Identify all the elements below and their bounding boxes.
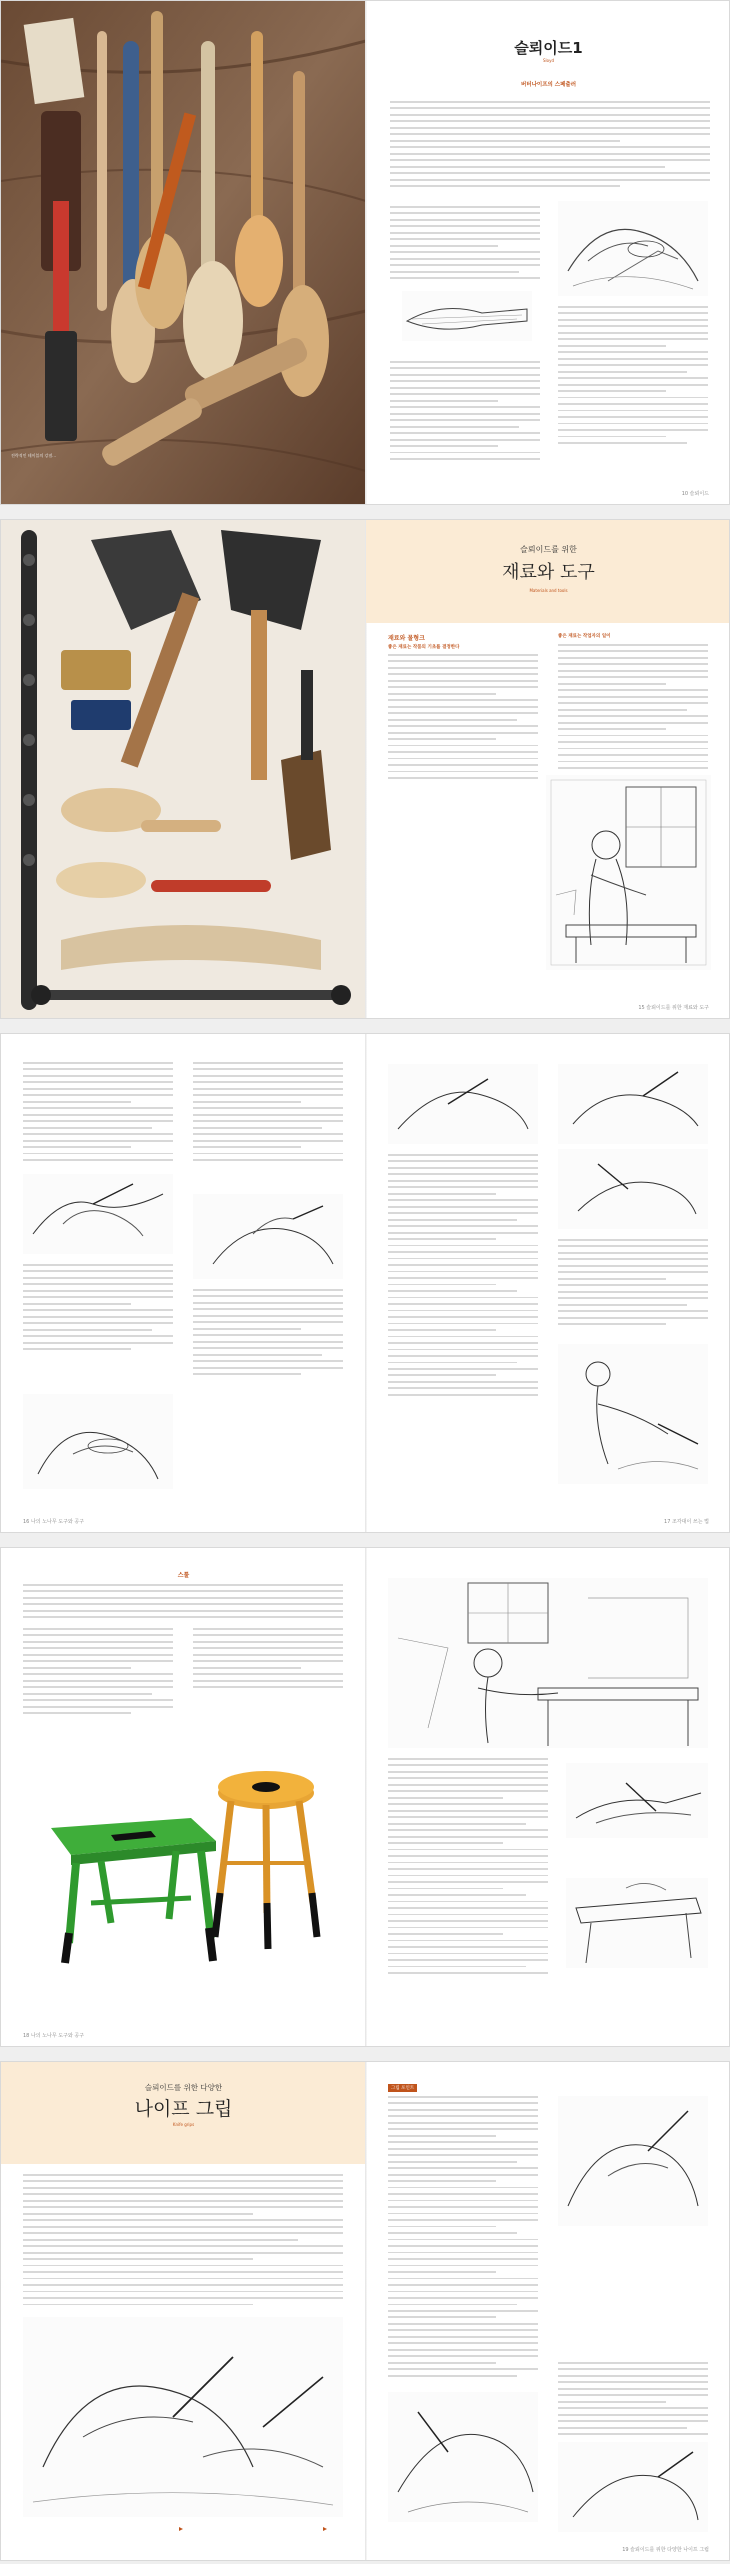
spread-5-right-page [366, 2062, 730, 2560]
page-number-right: 19 슬뢰이드를 위한 다양한 나이프 그립 [622, 2547, 709, 2553]
page-number-left: 16 나의 노나무 도구와 공구 [23, 1519, 85, 1525]
spread-5 [0, 2061, 730, 2561]
chapter-title: 나이프 그립 [134, 2098, 233, 2120]
body-column-1 [23, 1062, 173, 1166]
body-column-1 [388, 654, 538, 784]
section-heading: 스툴 [177, 1572, 190, 1579]
grip-point-tag: 그립 포인트 [388, 2084, 417, 2092]
body-column-2b [193, 1289, 343, 1380]
grip-sketch-3 [23, 1394, 173, 1489]
column-2-subheading: 좋은 재료는 작업자의 일이 [558, 634, 611, 639]
grip-sketch-2 [193, 1194, 343, 1279]
body-column-1b [390, 361, 540, 465]
woodworker-sketch [546, 775, 711, 970]
body-column-2 [558, 306, 708, 449]
body-column-2 [558, 1239, 708, 1330]
spread-2 [0, 519, 730, 1019]
spread-3-right-page [366, 1034, 730, 1532]
spread-4 [0, 1547, 730, 2047]
direction-arrow-icon-2 [323, 2527, 327, 2531]
section-heading: 재료와 물형크 [388, 635, 425, 642]
page-number: 10 슬뢰이드 [681, 491, 709, 497]
grip-sketch-4 [388, 1064, 538, 1144]
grip-sketch-a [558, 2096, 708, 2226]
hands-carving-sketch [558, 201, 708, 296]
chapter-title: 재료와 도구 [502, 562, 595, 583]
column-1-subheading: 좋은 재료는 작품의 기초를 결정한다 [388, 645, 460, 650]
splitting-sketch [566, 1763, 708, 1838]
stools-photo [41, 1723, 331, 1978]
spread-2-photo-page [1, 520, 366, 1018]
body-column-1b [23, 1264, 173, 1355]
page-number: 15 슬뢰이드를 위한 재료와 도구 [638, 1005, 709, 1011]
spread-2-text-page [366, 520, 730, 1018]
spread-4-left-page [1, 1548, 366, 2046]
body-column-1 [388, 1758, 548, 1978]
chapter-title: 슬뢰이드1 [514, 39, 583, 57]
grip-sketch-1 [23, 1174, 173, 1254]
body-column-1 [23, 1628, 173, 1719]
spread-3-left-page [1, 1034, 366, 1532]
grip-sketch-c [558, 2442, 708, 2532]
chapter-title-en: Knife grips [172, 2122, 195, 2127]
chapter-subtitle: 버터나이프의 스페츌러 [520, 82, 577, 88]
intro-text [23, 2174, 343, 2310]
grip-sketch-large [23, 2317, 343, 2517]
bench-sketch [566, 1878, 708, 1968]
photo-caption: 전략적인 테이블의 강점... [11, 453, 56, 458]
body-column-2 [558, 644, 708, 774]
grip-sketch-b [388, 2392, 538, 2522]
spread-5-left-page [1, 2062, 366, 2560]
body-column-2 [558, 2362, 708, 2440]
chapter-title-en: Materials and tools [529, 588, 568, 593]
spread-1-text-page [366, 1, 730, 504]
intro-text [23, 1584, 343, 1623]
spoon-blank-sketch [402, 291, 532, 341]
page-number-right: 17 조각대이 쓰는 법 [664, 1519, 709, 1525]
wooden-spoons-photo [1, 1, 366, 505]
page-number-left: 18 나의 노나무 도구와 공구 [23, 2033, 85, 2039]
workshop-sketch [388, 1578, 708, 1748]
title-small: 슬뢰이드를 위한 다양한 [144, 2083, 223, 2092]
body-column-2 [193, 1628, 343, 1693]
spread-1-photo-page [1, 1, 366, 504]
body-column-1 [388, 1154, 538, 1400]
intro-text [390, 101, 710, 192]
chapter-title-en: Sloyd [542, 58, 554, 63]
grip-sketch-7 [558, 1344, 708, 1484]
title-small: 슬뢰이드를 위한 [520, 545, 577, 554]
body-column-1 [390, 206, 540, 284]
direction-arrow-icon [179, 2527, 183, 2531]
spread-3 [0, 1033, 730, 1533]
body-column-1 [388, 2096, 538, 2381]
tools-photo [1, 520, 366, 1019]
grip-sketch-6 [558, 1149, 708, 1229]
spread-4-right-page [366, 1548, 730, 2046]
grip-sketch-5 [558, 1064, 708, 1144]
spread-1 [0, 0, 730, 505]
body-column-2 [193, 1062, 343, 1166]
